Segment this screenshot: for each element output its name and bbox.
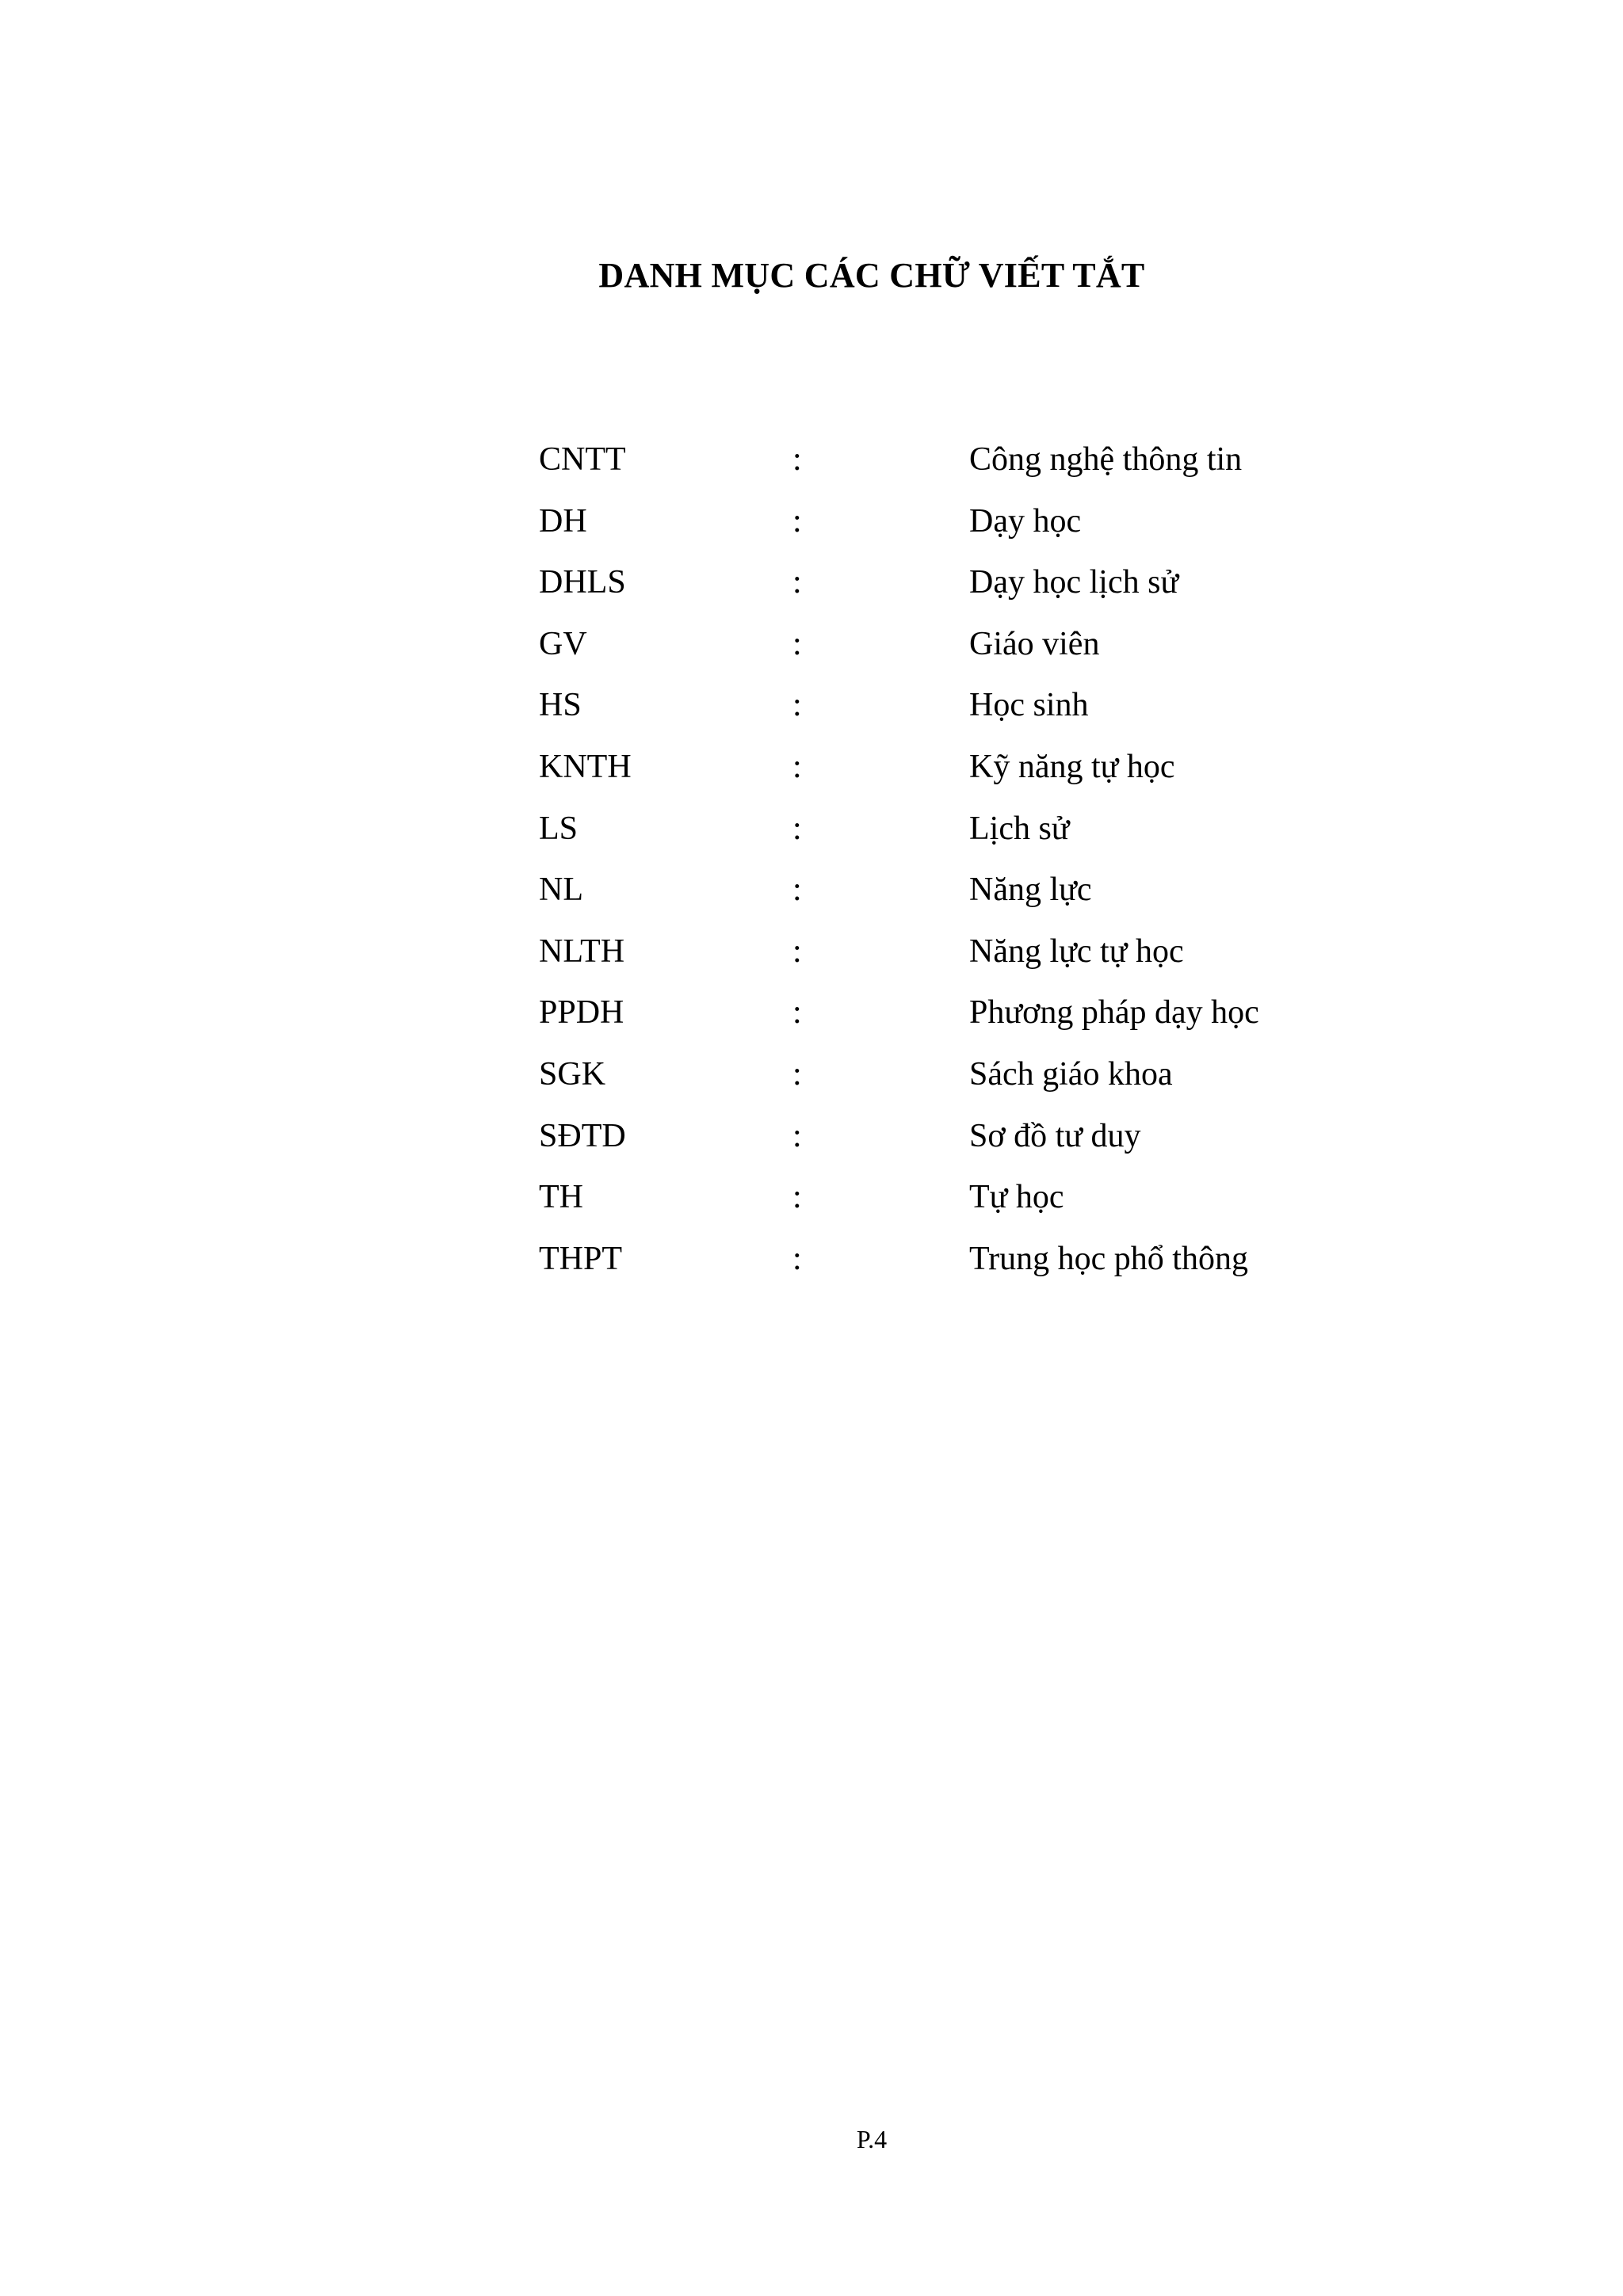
abbreviation-separator: :	[792, 1055, 802, 1093]
abbreviation-code: CNTT	[539, 441, 626, 478]
abbreviation-separator: :	[792, 871, 802, 909]
abbreviation-meaning: Tự học	[969, 1179, 1064, 1216]
abbreviation-meaning: Trung học phổ thông	[969, 1240, 1248, 1277]
abbreviation-code: SĐTD	[539, 1117, 626, 1154]
abbreviation-meaning: Sách giáo khoa	[969, 1055, 1173, 1093]
abbreviation-separator: :	[792, 1179, 802, 1216]
abbreviation-row	[539, 557, 1569, 619]
abbreviation-row	[539, 864, 1569, 926]
abbreviation-code: DH	[539, 502, 587, 540]
abbreviation-meaning: Lịch sử	[969, 810, 1070, 847]
abbreviation-separator: :	[792, 687, 802, 724]
abbreviation-meaning: Kỹ năng tự học	[969, 748, 1175, 785]
abbreviation-code: TH	[539, 1179, 583, 1216]
abbreviation-separator: :	[792, 810, 802, 847]
abbreviation-meaning: Dạy học lịch sử	[969, 564, 1179, 601]
abbreviation-row	[539, 987, 1569, 1049]
abbreviation-code: NLTH	[539, 933, 625, 970]
abbreviation-row	[539, 1111, 1569, 1173]
page-title: DANH MỤC CÁC CHỮ VIẾT TẮT	[598, 256, 1145, 295]
abbreviation-row	[539, 619, 1569, 681]
abbreviation-code: KNTH	[539, 748, 632, 785]
abbreviation-separator: :	[792, 1117, 802, 1154]
abbreviation-code: LS	[539, 810, 579, 847]
abbreviation-meaning: Phương pháp dạy học	[969, 994, 1259, 1032]
abbreviation-meaning: Năng lực	[969, 871, 1092, 909]
abbreviation-code: SGK	[539, 1055, 606, 1093]
abbreviation-separator: :	[792, 994, 802, 1032]
abbreviation-separator: :	[792, 564, 802, 601]
abbreviation-code: THPT	[539, 1240, 622, 1277]
abbreviation-row	[539, 742, 1569, 803]
abbreviation-list	[539, 434, 1569, 1295]
abbreviation-meaning: Công nghệ thông tin	[969, 441, 1243, 478]
abbreviation-code: DHLS	[539, 564, 626, 601]
abbreviation-separator: :	[792, 1240, 802, 1277]
abbreviation-row	[539, 1172, 1569, 1234]
abbreviation-separator: :	[792, 502, 802, 540]
abbreviation-meaning: Học sinh	[969, 687, 1089, 724]
abbreviation-row	[539, 680, 1569, 742]
abbreviation-code: PPDH	[539, 994, 624, 1032]
abbreviation-code: HS	[539, 687, 582, 724]
abbreviation-row	[539, 496, 1569, 558]
abbreviation-row	[539, 434, 1569, 496]
page-number: P.4	[856, 2125, 888, 2153]
abbreviation-row	[539, 1049, 1569, 1111]
abbreviation-row	[539, 1234, 1569, 1295]
abbreviation-separator: :	[792, 625, 802, 662]
abbreviation-row	[539, 926, 1569, 988]
abbreviation-separator: :	[792, 748, 802, 785]
abbreviation-code: NL	[539, 871, 583, 909]
abbreviation-separator: :	[792, 441, 802, 478]
abbreviation-meaning: Giáo viên	[969, 625, 1100, 662]
abbreviation-row	[539, 803, 1569, 865]
abbreviation-meaning: Năng lực tự học	[969, 933, 1184, 970]
abbreviation-code: GV	[539, 625, 587, 662]
abbreviation-separator: :	[792, 933, 802, 970]
abbreviation-meaning: Dạy học	[969, 502, 1082, 540]
abbreviation-meaning: Sơ đồ tư duy	[969, 1117, 1141, 1154]
